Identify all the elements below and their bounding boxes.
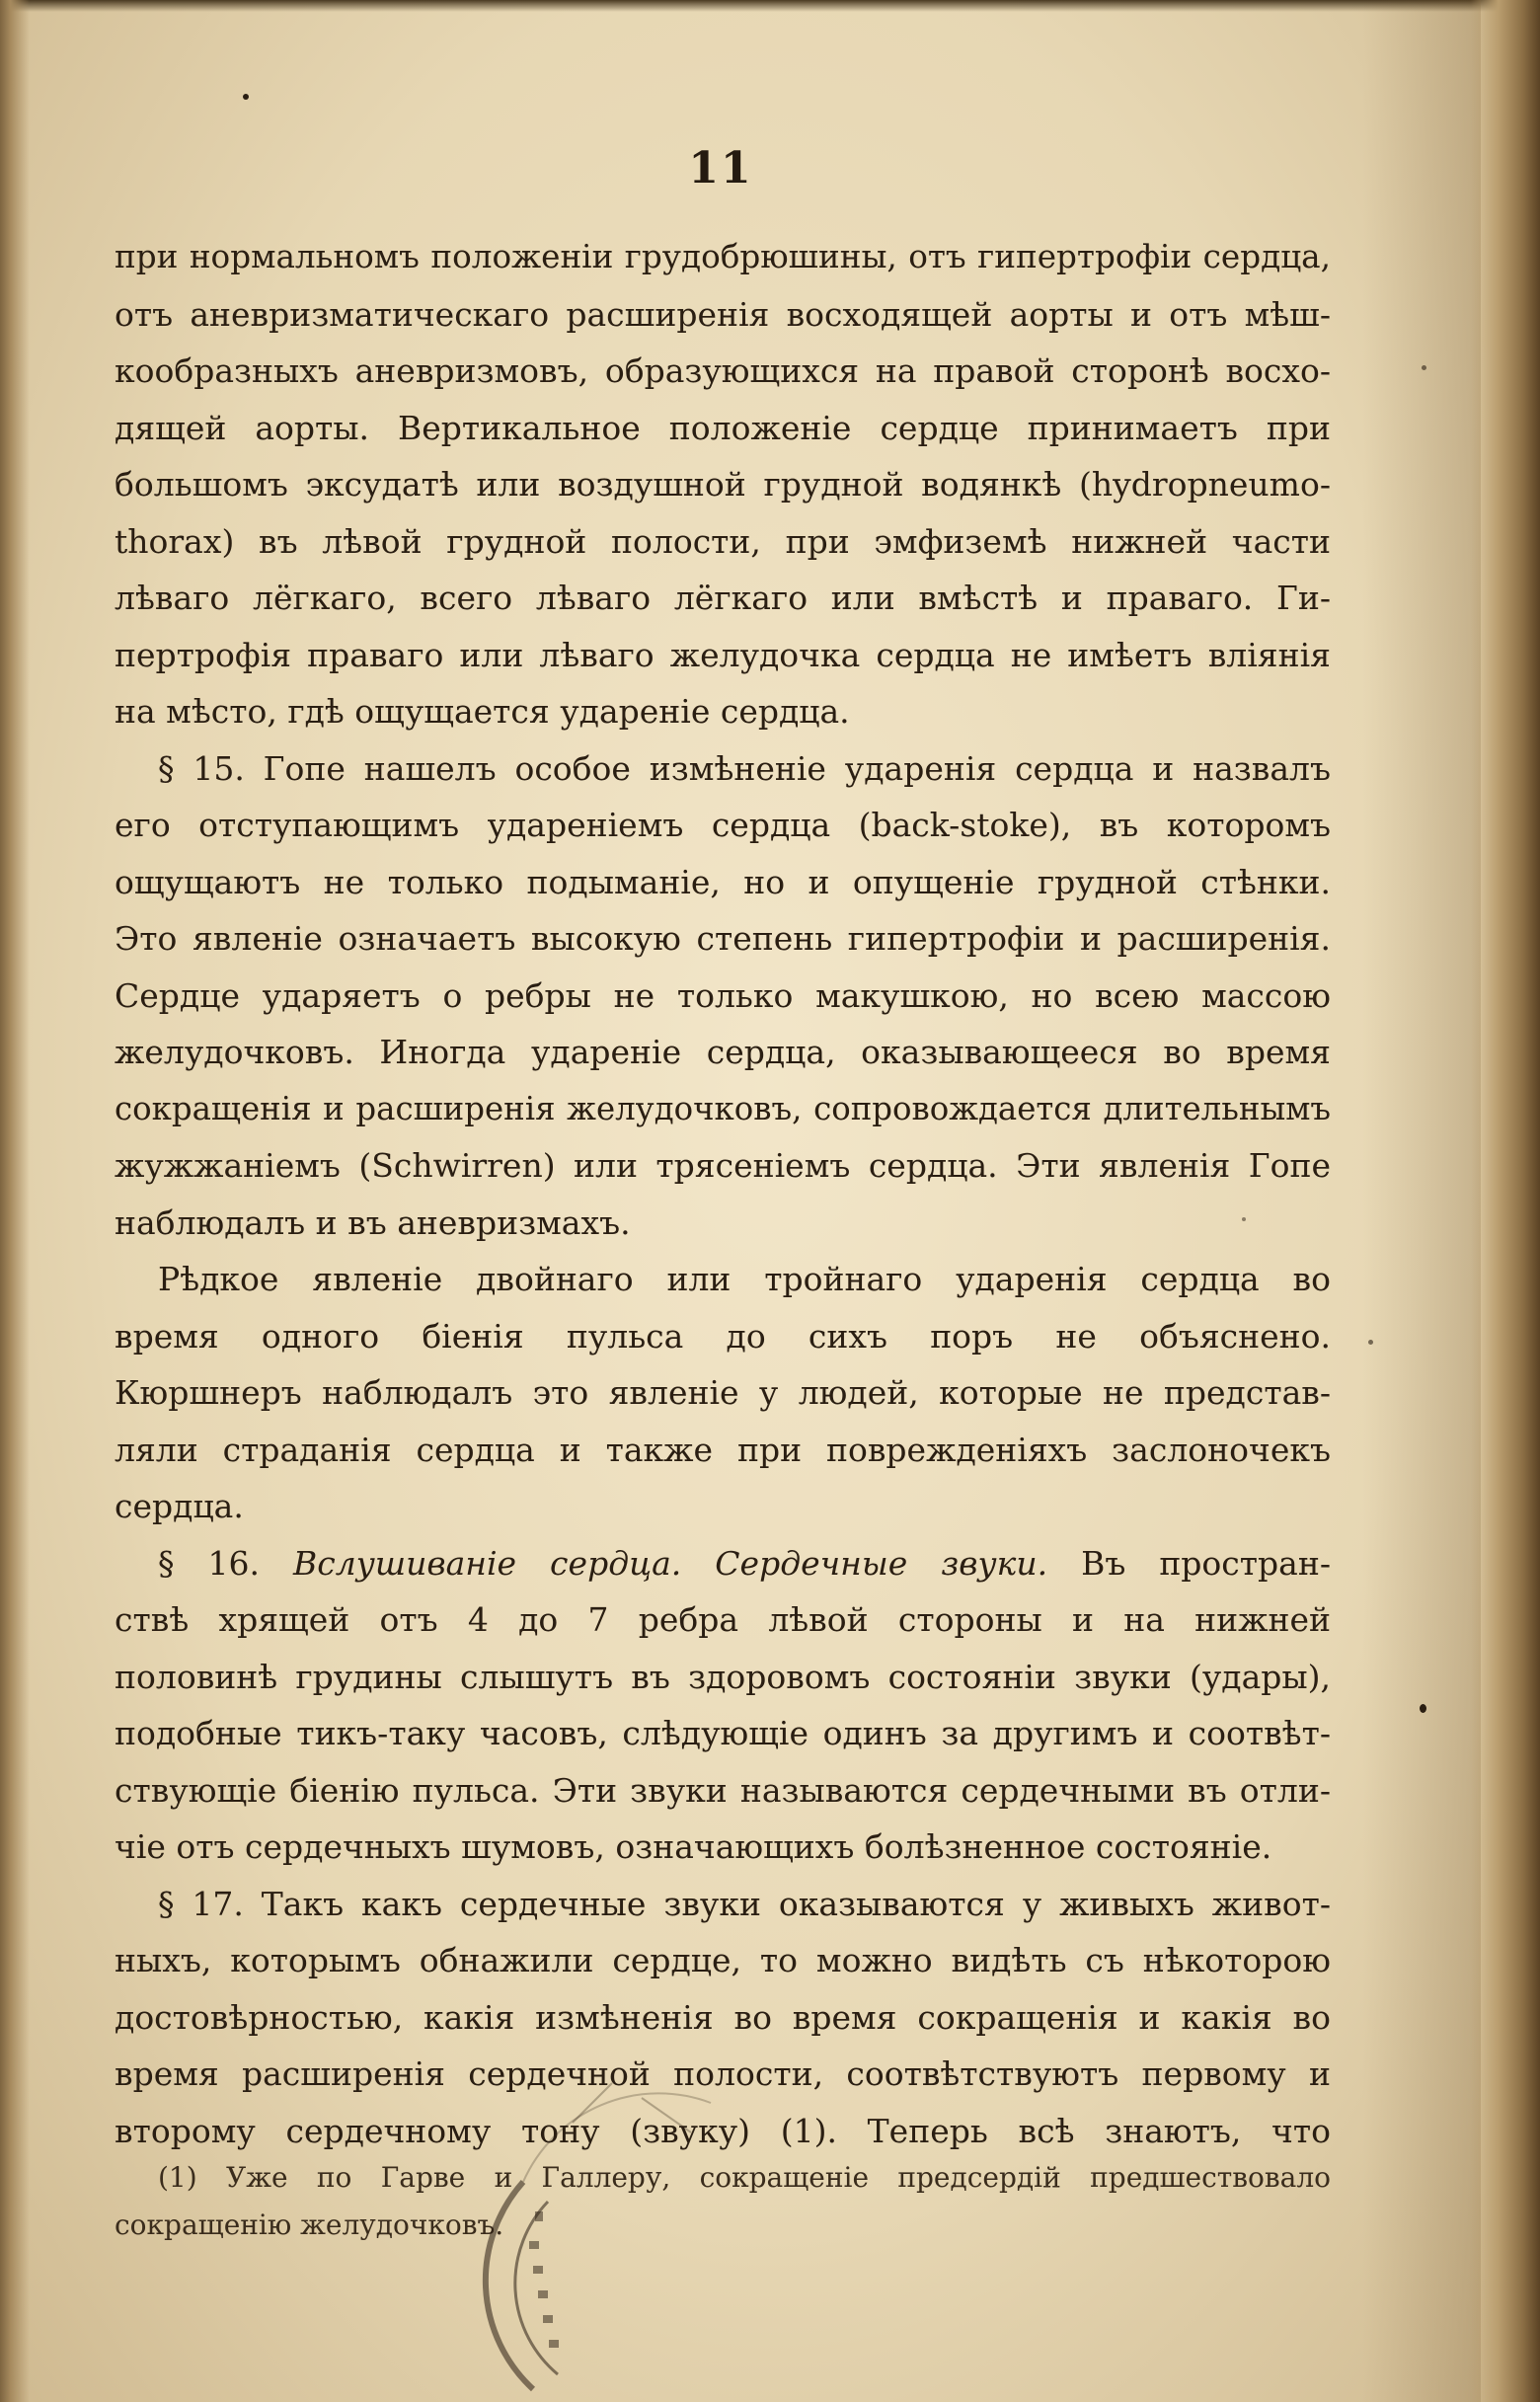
text-line: второму сердечному тону (звуку) (1). Теперь всѣ знаютъ, что: [115, 2111, 1331, 2150]
ink-dot: [1422, 365, 1426, 370]
page-number: 11: [688, 143, 753, 194]
text-line: наблюдалъ и въ аневризмахъ.: [115, 1202, 631, 1242]
page-top-edge: [0, 0, 1540, 12]
ink-dot: [1420, 1704, 1426, 1713]
text-line: Кюршнеръ наблюдалъ это явленіе у людей, которые не представ-: [115, 1373, 1331, 1412]
text-line: время расширенія сердечной полости, соотвѣтствуютъ первому и: [115, 2054, 1331, 2093]
text-line: сокращенія и расширенія желудочковъ, сопровождается длительнымъ: [115, 1089, 1331, 1127]
text-line: Сердце ударяетъ о ребры не только макушкою, но всею массою: [115, 975, 1331, 1015]
text-line: чіе отъ сердечныхъ шумовъ, означающихъ болѣзненное состояніе.: [115, 1827, 1272, 1866]
text-line: большомъ эксудатѣ или воздушной грудной водянкѣ (hydropneumo-: [115, 465, 1331, 504]
text-line: желудочковъ. Иногда удареніе сердца, оказывающееся во время: [115, 1033, 1331, 1071]
section-16-number: § 16.: [158, 1543, 293, 1583]
section-16-heading-line: [115, 1535, 1331, 1592]
text-line: ляли страданія сердца и также при поврежденіяхъ заслоночекъ: [115, 1430, 1331, 1469]
section-17-heading-line: § 17. Такъ какъ сердечные звуки оказываются у живыхъ живот-: [158, 1884, 1331, 1923]
section-16-title: Вслушиваніе сердца. Сердечные звуки.: [292, 1543, 1048, 1583]
text-line: при нормальномъ положеніи грудобрюшины, отъ гипертрофіи сердца,: [115, 238, 1331, 275]
text-line: кообразныхъ аневризмовъ, образующихся на правой сторонѣ восхо-: [115, 351, 1331, 390]
text-line: пертрофія праваго или лѣваго желудочка сердца не имѣетъ вліянія: [115, 635, 1331, 674]
library-stamp-icon: [464, 2063, 819, 2402]
text-line: отъ аневризматическаго расширенія восходящей аорты и отъ мѣш-: [115, 294, 1331, 334]
text-line: время одного біенія пульса до сихъ поръ не объяснено.: [115, 1316, 1331, 1356]
text-line: на мѣсто, гдѣ ощущается удареніе сердца.: [115, 692, 850, 731]
footnote-line: сокращенію желудочковъ.: [115, 2208, 504, 2241]
text-line: лѣваго лёгкаго, всего лѣваго лёгкаго или вмѣстѣ и праваго. Ги-: [115, 579, 1331, 617]
text-line: ныхъ, которымъ обнажили сердце, то можно видѣть съ нѣкоторою: [115, 1941, 1331, 1979]
footnote-line: (1) Уже по Гарве и Галлеру, сокращеніе предсердій предшествовало: [158, 2161, 1331, 2194]
text-line: половинѣ грудины слышутъ въ здоровомъ состояніи звуки (удары),: [115, 1657, 1331, 1696]
text-line: thorax) въ лѣвой грудной полости, при эмфиземѣ нижней части: [115, 521, 1331, 561]
text-line: достовѣрностью, какія измѣненія во время сокращенія и какія во: [115, 1997, 1331, 2037]
page-stain: [1362, 0, 1481, 2402]
ink-dot: [1368, 1340, 1373, 1345]
section-15-heading-line: § 15. Гопе нашелъ особое измѣненіе ударенія сердца и назвалъ: [158, 748, 1331, 788]
page-right-edge: [1471, 0, 1540, 2402]
paragraph-start-line: Рѣдкое явленіе двойнаго или тройнаго ударенія сердца во: [158, 1260, 1331, 1298]
text-line: дящей аорты. Вертикальное положеніе сердце принимаетъ при: [115, 408, 1331, 447]
text-line: ствующіе біенію пульса. Эти звуки называются сердечными въ отли-: [115, 1770, 1331, 1810]
section-16-text-start: Въ простран-: [1047, 1543, 1331, 1583]
text-line: его отступающимъ удареніемъ сердца (back-stoke), въ которомъ: [115, 806, 1331, 844]
text-line: ощущаютъ не только подыманіе, но и опущеніе грудной стѣнки.: [115, 862, 1331, 901]
ink-dot: [243, 94, 249, 100]
body-text: [115, 229, 1331, 2159]
text-line: сердца.: [115, 1487, 244, 1525]
text-line: жужжаніемъ (Schwirren) или трясеніемъ сердца. Эти явленія Гопе: [115, 1146, 1331, 1185]
ink-dot: [1242, 1217, 1246, 1221]
text-line: Это явленіе означаетъ высокую степень гипертрофіи и расширенія.: [115, 919, 1331, 958]
text-line: подобные тикъ-таку часовъ, слѣдующіе одинъ за другимъ и соотвѣт-: [115, 1714, 1331, 1752]
text-line: ствѣ хрящей отъ 4 до 7 ребра лѣвой стороны и на нижней: [115, 1600, 1331, 1639]
page-left-edge: [0, 0, 30, 2402]
